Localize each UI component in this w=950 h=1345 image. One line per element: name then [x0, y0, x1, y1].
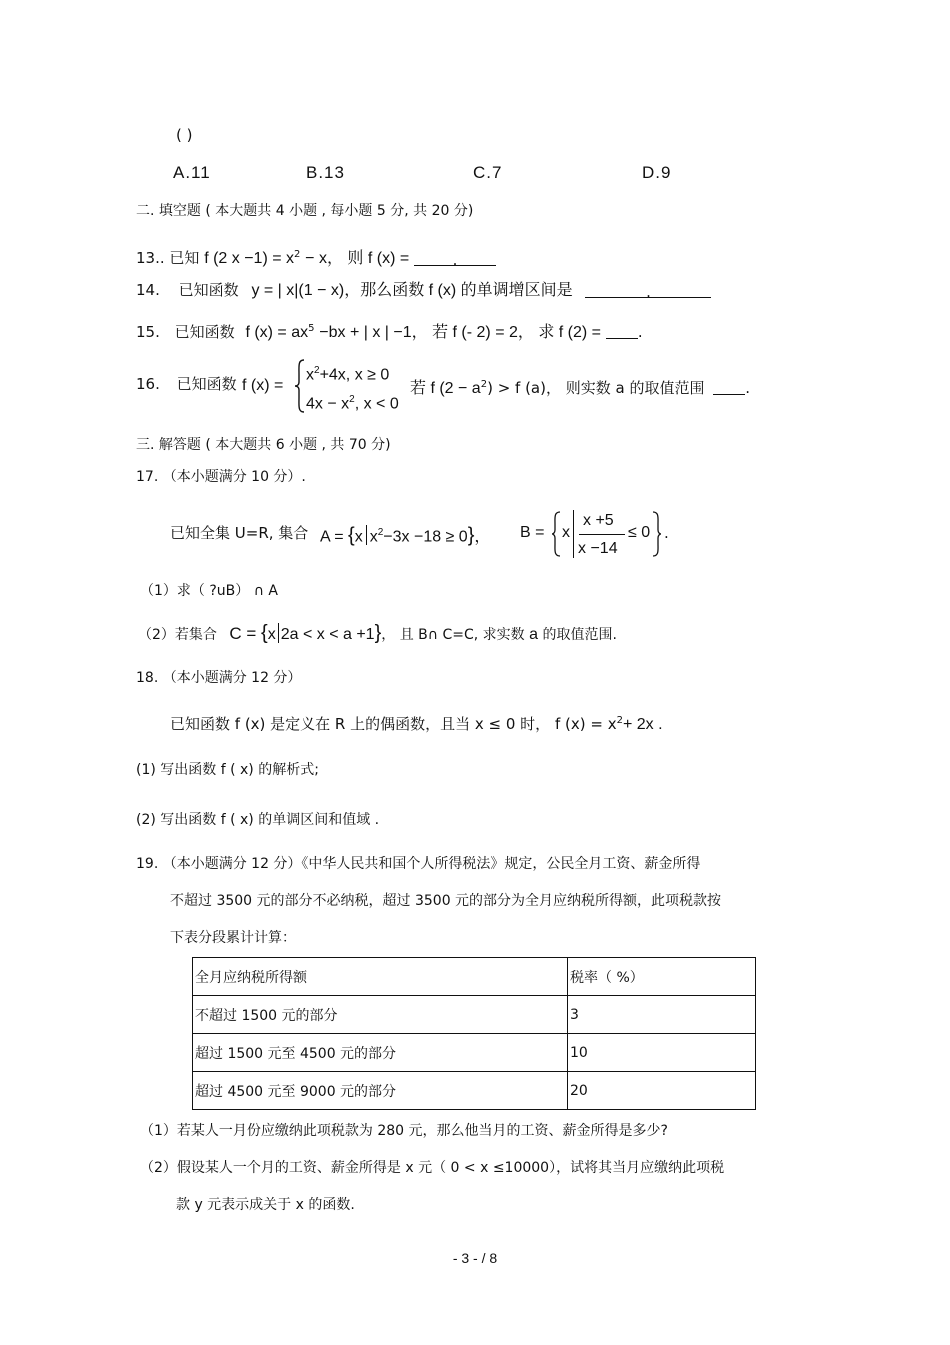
- q16-number: 16.: [136, 375, 160, 393]
- q13-answer-blank[interactable]: .: [414, 249, 496, 266]
- q13-function: f (2 x −1) = x: [204, 250, 295, 267]
- tax-rate-table: [192, 957, 756, 1110]
- option-a: A.11: [173, 163, 211, 182]
- q15-post: −bx + | x | −1， 若 f (- 2) = 2， 求 f (2) =: [319, 324, 602, 341]
- q17-part-1: （1）求（ ?uB） ∩ A: [140, 583, 278, 599]
- section-2-heading: 二. 填空题 ( 本大题共 4 小题 , 每小题 5 分, 共 20 分): [136, 203, 474, 219]
- q18-header: 18. （本小题满分 12 分）: [136, 670, 302, 686]
- answer-paren: ( ): [176, 126, 193, 144]
- q16-answer-blank[interactable]: [713, 378, 745, 395]
- question-14: [136, 279, 711, 302]
- option-b: B.13: [306, 163, 345, 182]
- q17-part-2: （2）若集合 C = {x 2a < x < a +1}， 且 B∩ C=C, 求实数 a 的取值范围.: [138, 622, 617, 644]
- q18-part-2: (2) 写出函数 f ( x) 的单调区间和值域 .: [136, 812, 380, 828]
- q17-set-b-label: B =: [520, 524, 545, 541]
- q14-answer-blank[interactable]: .: [585, 281, 711, 298]
- q13-exponent: 2: [294, 249, 301, 260]
- q17-set-b-var: x: [562, 524, 570, 541]
- table-cell-rate: 20: [568, 1072, 756, 1110]
- q16-function: f (x) =: [242, 377, 284, 394]
- q16-prefix: 已知函数: [176, 375, 237, 393]
- q16-condition: 若 f $(2 - a^2) > f$ (a)， 则实数 a 的取值范围 .: [410, 379, 751, 397]
- table-row: [193, 1034, 756, 1072]
- table-header-income: 全月应纳税所得额: [193, 958, 568, 996]
- q15-number: 15.: [136, 323, 160, 341]
- table-header-row: [193, 958, 756, 996]
- table-cell-bracket: 不超过 1500 元的部分: [193, 996, 568, 1034]
- option-d: D.9: [642, 163, 672, 182]
- question-15: [136, 318, 643, 344]
- q19-line-2: 不超过 3500 元的部分不必纳税，超过 3500 元的部分为全月应纳税所得额，此项税款按: [170, 893, 722, 909]
- q19-part-1: （1）若某人一月份应缴纳此项税款为 280 元，那么他当月的工资、薪金所得是多少?: [140, 1123, 668, 1139]
- q15-answer-blank[interactable]: [606, 322, 638, 339]
- q14-prefix: 已知函数: [178, 281, 239, 299]
- q16-case-1: $x^2+4x$, x ≥ 0: [306, 365, 390, 384]
- q17-set-b-bar: [573, 510, 574, 558]
- q17-frac-den: x −14: [578, 540, 618, 557]
- q18-given: 已知函数 f (x) 是定义在 R 上的偶函数，且当 x ≤ 0 时， f $(x) = x^2+ 2x$ .: [170, 715, 663, 733]
- question-13: [136, 244, 496, 270]
- q17-frac-line: [579, 534, 625, 535]
- q17-set-b-right-brace: [652, 510, 662, 558]
- q15-end: .: [637, 323, 643, 341]
- q18-part-1: (1) 写出函数 f ( x) 的解析式;: [136, 762, 319, 778]
- q15-exponent: 5: [308, 323, 315, 334]
- table-row: [193, 1072, 756, 1110]
- table-cell-rate: 10: [568, 1034, 756, 1072]
- q17-set-b-left-brace: [551, 510, 561, 558]
- q14-function: y = | x|(1 − x)，那么函数 f (x) 的单调增区间是: [251, 282, 573, 299]
- q17-set-b-cond: ≤ 0: [628, 524, 651, 541]
- table-header-rate: 税率（ %）: [568, 958, 756, 996]
- q17-set-a: A = {x $x^2-3x -18 \ge 0$}，: [320, 524, 491, 547]
- q17-given: 已知全集 U=R, 集合: [170, 524, 309, 542]
- page-number: - 3 - / 8: [452, 1250, 498, 1266]
- q19-line-1: 19. （本小题满分 12 分）《中华人民共和国个人所得税法》规定，公民全月工资、薪金所得: [136, 856, 701, 872]
- q16-label: [136, 373, 237, 395]
- table-cell-rate: 3: [568, 996, 756, 1034]
- q13-number: 13..: [136, 249, 165, 267]
- q19-line-3: 下表分段累计计算：: [170, 930, 296, 946]
- q15-prefix: 已知函数: [174, 323, 235, 341]
- table-cell-bracket: 超过 1500 元至 4500 元的部分: [193, 1034, 568, 1072]
- q13-prefix: 已知: [169, 249, 200, 267]
- q19-part-2b: 款 y 元表示成关于 x 的函数.: [176, 1197, 355, 1213]
- q17-frac-num: x +5: [583, 512, 614, 529]
- q16-case-2: $4x - x^2$, x < 0: [306, 394, 399, 413]
- section-3-heading: 三. 解答题 ( 本大题共 6 小题 , 共 70 分): [136, 437, 391, 453]
- q15-function: f (x) = ax: [245, 324, 309, 341]
- q14-number: 14.: [136, 281, 160, 299]
- q13-post: − x， 则 f (x) =: [305, 250, 410, 267]
- table-cell-bracket: 超过 4500 元至 9000 元的部分: [193, 1072, 568, 1110]
- q17-header: 17. （本小题满分 10 分）.: [136, 469, 306, 485]
- table-row: [193, 996, 756, 1034]
- q17-end: .: [664, 524, 669, 542]
- q16-piecewise-brace: [294, 358, 306, 414]
- option-c: C.7: [473, 163, 503, 182]
- q19-part-2a: （2）假设某人一个月的工资、薪金所得是 x 元（ 0 < x ≤10000），试将其当月应缴纳此项税: [140, 1160, 725, 1176]
